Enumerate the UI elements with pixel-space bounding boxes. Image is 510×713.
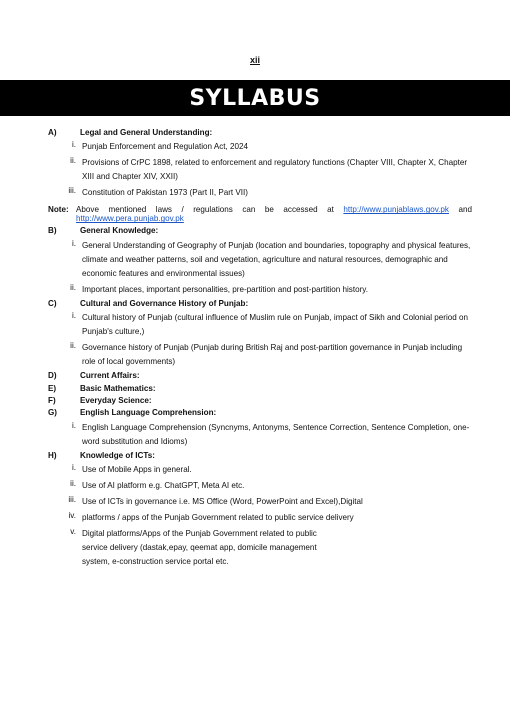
list-item	[48, 463, 472, 477]
note-label: Note:	[48, 205, 69, 215]
list-item	[48, 283, 472, 297]
item-number: v.	[70, 527, 76, 537]
list-item	[48, 311, 472, 339]
punjablaws-link[interactable]: http://www.punjablaws.gov.pk	[343, 205, 449, 215]
section-title: Current Affairs:	[80, 371, 140, 381]
section-letter: H)	[48, 450, 57, 460]
section-title: Knowledge of ICTs:	[80, 450, 155, 460]
list-item	[48, 156, 472, 184]
section-title: Cultural and Governance History of Punjab:	[80, 298, 249, 308]
list-item	[48, 511, 472, 525]
item-number: ii.	[70, 156, 76, 166]
section-e	[48, 384, 472, 394]
item-text: platforms / apps of the Punjab Government related to public service delivery	[82, 513, 354, 523]
syllabus-banner	[0, 80, 510, 116]
item-number: ii.	[70, 479, 76, 489]
section-title: General Knowledge:	[80, 226, 159, 236]
item-text: Use of ICTs in governance i.e. MS Office (Word, PowerPoint and Excel),Digital	[82, 497, 363, 507]
item-number: ii.	[70, 341, 76, 351]
item-number: iv.	[68, 511, 76, 521]
banner-title: SYLLABUS	[189, 85, 321, 111]
section-c	[48, 299, 472, 309]
item-text: Digital platforms/Apps of the Punjab Government related to public service delivery (dastak,epay, qeemat app, domicile management system, e-construction service portal etc.	[82, 529, 317, 567]
list-item	[48, 527, 472, 569]
item-text: General Understanding of Geography of Punjab (location and boundaries, topography and physical features, climate and weather patterns, soil and vegetation, agriculture and natural resources, demographic and economic features and environmental issues)	[82, 240, 471, 278]
note	[48, 205, 472, 223]
item-text: Important places, important personalities, pre-partition and post-partition history.	[82, 284, 368, 294]
list-item	[48, 186, 472, 200]
item-text: English Language Comprehension (Syncnyms, Antonyms, Sentence Correction, Sentence Completion, one-word substitution and Idioms)	[82, 422, 470, 446]
pera-link[interactable]: http://www.pera.punjab.gov.pk	[76, 214, 184, 224]
section-letter: E)	[48, 383, 57, 393]
section-g	[48, 408, 472, 418]
list-item	[48, 479, 472, 493]
section-letter: A)	[48, 128, 57, 137]
item-number: i.	[71, 463, 76, 473]
item-text: Cultural history of Punjab (cultural influence of Muslim rule on Punjab, impact of Sikh and Colonial period on Punjab's culture,)	[82, 313, 469, 337]
list-item	[48, 421, 472, 449]
section-a	[48, 128, 472, 138]
section-letter: D)	[48, 371, 57, 381]
item-text: Punjab Enforcement and Regulation Act, 2024	[82, 142, 249, 152]
item-text: Use of Mobile Apps in general.	[82, 465, 192, 475]
syllabus-content	[48, 126, 472, 569]
section-title: Everyday Science:	[80, 396, 152, 406]
note-conjunction: and	[458, 205, 472, 215]
note-body	[76, 205, 472, 223]
section-f	[48, 396, 472, 406]
item-number: iii.	[68, 495, 76, 505]
item-number: ii.	[70, 282, 76, 292]
list-item	[48, 140, 472, 154]
section-letter: C)	[48, 298, 57, 308]
item-number: i.	[71, 140, 76, 150]
item-number: i.	[71, 238, 76, 248]
list-item	[48, 341, 472, 369]
page-number: xii	[249, 55, 260, 65]
section-title: Legal and General Understanding:	[80, 128, 213, 137]
note-text: Above mentioned laws / regulations can be accessed at	[76, 205, 334, 215]
list-item	[48, 495, 472, 509]
item-number: i.	[71, 311, 76, 321]
section-title: Basic Mathematics:	[80, 383, 156, 393]
section-letter: G)	[48, 408, 57, 418]
item-text: Provisions of CrPC 1898, related to enforcement and regulatory functions (Chapter VIII, Chapter X, Chapter XIII and Chapter XIV, XXII)	[82, 158, 468, 182]
section-letter: F)	[48, 396, 56, 406]
item-number: iii.	[68, 186, 76, 196]
item-text: Use of AI platform e.g. ChatGPT, Meta AI etc.	[82, 481, 245, 491]
item-number: i.	[71, 420, 76, 430]
section-d	[48, 371, 472, 381]
section-letter: B)	[48, 226, 57, 236]
item-text: Constitution of Pakistan 1973 (Part II, Part VII)	[82, 188, 249, 198]
section-title: English Language Comprehension:	[80, 408, 217, 418]
section-b	[48, 226, 472, 236]
section-h	[48, 451, 472, 461]
item-text: Governance history of Punjab (Punjab during British Raj and post-partition governance in Punjab including role of local governments)	[82, 343, 463, 367]
list-item	[48, 239, 472, 281]
